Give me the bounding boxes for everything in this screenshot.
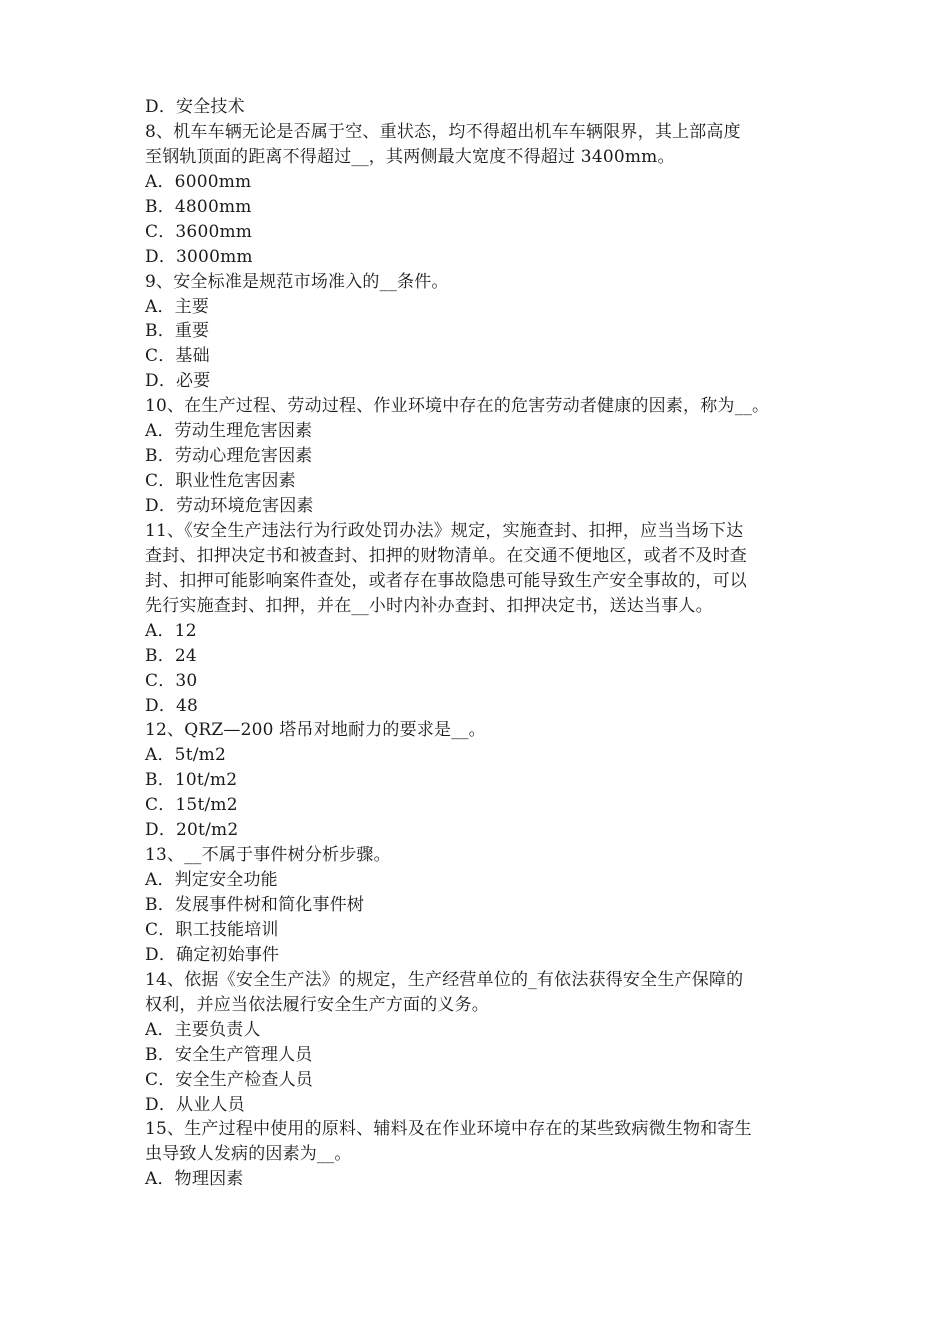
document-body bbox=[145, 95, 815, 1192]
option-c: C．30 bbox=[145, 670, 198, 691]
option-a: A．5t/m2 bbox=[145, 745, 226, 766]
option-c: C．职业性危害因素 bbox=[145, 471, 296, 492]
option-d: D．20t/m2 bbox=[145, 820, 239, 841]
question-8-text: 8、机车车辆无论是否属于空、重状态，均不得超出机车车辆限界，其上部高度 bbox=[145, 121, 741, 142]
option-d: D．48 bbox=[145, 695, 199, 716]
question-10-text: 10、在生产过程、劳动过程、作业环境中存在的危害劳动者健康的因素，称为__。 bbox=[145, 396, 770, 417]
question-14-text: 权利，并应当依法履行安全生产方面的义务。 bbox=[145, 994, 489, 1015]
option-a: A．6000mm bbox=[145, 171, 252, 192]
option-a: A．12 bbox=[145, 620, 197, 641]
option-d: D．从业人员 bbox=[145, 1094, 245, 1115]
option-d: D．劳动环境危害因素 bbox=[145, 496, 314, 516]
question-15-text: 虫导致人发病的因素为__。 bbox=[145, 1144, 352, 1165]
option-b: B．安全生产管理人员 bbox=[145, 1044, 313, 1065]
question-15-text: 15、生产过程中使用的原料、辅料及在作业环境中存在的某些致病微生物和寄生 bbox=[145, 1119, 752, 1140]
option-a: A．劳动生理危害因素 bbox=[145, 421, 313, 442]
option-a: A．主要 bbox=[145, 296, 210, 317]
option-c: C．15t/m2 bbox=[145, 795, 238, 816]
question-14-text: 14、依据《安全生产法》的规定，生产经营单位的_有依法获得安全生产保障的 bbox=[145, 969, 744, 990]
text-line: D．安全技术 bbox=[145, 97, 245, 117]
option-b: B．劳动心理危害因素 bbox=[145, 446, 313, 467]
question-11-text: 封、扣押可能影响案件查处，或者存在事故隐患可能导致生产安全事故的，可以 bbox=[145, 570, 747, 591]
option-c: C．3600mm bbox=[145, 221, 253, 242]
option-b: B．重要 bbox=[145, 321, 210, 342]
option-d: D．必要 bbox=[145, 371, 211, 392]
option-a: A．判定安全功能 bbox=[145, 870, 278, 891]
option-c: C．职工技能培训 bbox=[145, 919, 279, 940]
option-b: B．4800mm bbox=[145, 196, 252, 217]
option-d: D．确定初始事件 bbox=[145, 944, 280, 965]
question-8-text: 至钢轨顶面的距离不得超过__，其两侧最大宽度不得超过 3400mm。 bbox=[145, 146, 675, 167]
option-b: B．发展事件树和简化事件树 bbox=[145, 895, 365, 915]
question-11-text: 11、《安全生产违法行为行政处罚办法》规定，实施查封、扣押，应当当场下达 bbox=[145, 520, 744, 541]
option-a: A．物理因素 bbox=[145, 1169, 244, 1190]
question-9-text: 9、安全标准是规范市场准入的__条件。 bbox=[145, 271, 449, 292]
question-12-text: 12、QRZ—200 塔吊对地耐力的要求是__。 bbox=[145, 720, 486, 741]
option-c: C．安全生产检查人员 bbox=[145, 1069, 314, 1090]
question-11-text: 先行实施查封、扣押，并在__小时内补办查封、扣押决定书，送达当事人。 bbox=[145, 595, 713, 616]
option-d: D．3000mm bbox=[145, 246, 253, 267]
option-b: B．24 bbox=[145, 645, 197, 666]
question-13-text: 13、__不属于事件树分析步骤。 bbox=[145, 845, 391, 866]
option-c: C．基础 bbox=[145, 346, 210, 367]
question-11-text: 查封、扣押决定书和被查封、扣押的财物清单。在交通不便地区，或者不及时查 bbox=[145, 545, 747, 566]
option-b: B．10t/m2 bbox=[145, 770, 238, 791]
option-a: A．主要负责人 bbox=[145, 1019, 261, 1040]
